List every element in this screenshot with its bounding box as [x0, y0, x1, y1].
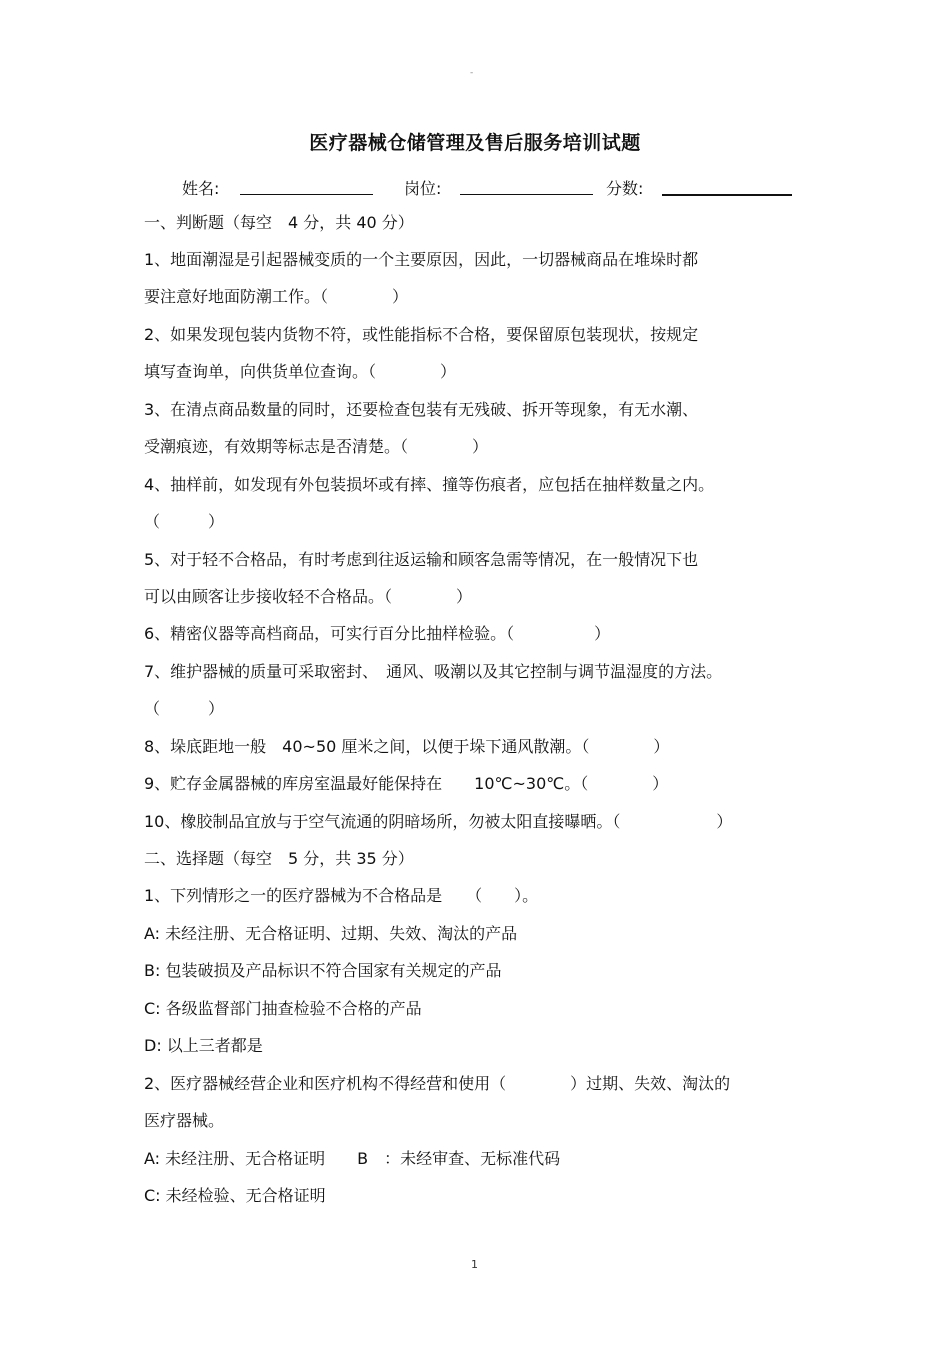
score-blank — [662, 194, 792, 196]
question-line: 6、精密仪器等高档商品，可实行百分比抽样检验。（ ） — [144, 624, 611, 643]
question-line: 医疗器械。 — [144, 1111, 225, 1130]
option-line: A: 未经注册、无合格证明、过期、失效、淘汰的产品 — [144, 924, 518, 943]
question-line: 7、维护器械的质量可采取密封、 通风、吸潮以及其它控制与调节温湿度的方法。 — [144, 662, 723, 681]
name-blank — [240, 194, 373, 195]
position-blank — [460, 194, 593, 195]
question-line: 8、垛底距地一般 40~50 厘米之间，以便于垛下通风散潮。（ ） — [144, 737, 670, 756]
document-title: 医疗器械仓储管理及售后服务培训试题 — [309, 132, 641, 154]
question-line: 1、地面潮湿是引起器械变质的一个主要原因，因此，一切器械商品在堆垛时都 — [144, 250, 699, 269]
option-line: A: 未经注册、无合格证明 B ：未经审查、无标准代码 — [144, 1149, 561, 1168]
question-line: 10、橡胶制品宜放与于空气流通的阴暗场所，勿被太阳直接曝晒。（ ） — [144, 812, 733, 831]
question-line: 2、医疗器械经营企业和医疗机构不得经营和使用（ ）过期、失效、淘汰的 — [144, 1074, 731, 1093]
question-line: 5、对于轻不合格品，有时考虑到往返运输和顾客急需等情况，在一般情况下也 — [144, 550, 699, 569]
question-line: 9、贮存金属器械的库房室温最好能保持在 10℃~30℃。（ ） — [144, 774, 669, 793]
section2-heading: 二、选择题（每空 5 分，共 35 分） — [144, 849, 414, 868]
option-line: D: 以上三者都是 — [144, 1036, 263, 1055]
question-line: 4、抽样前，如发现有外包装损坏或有摔、撞等伤痕者，应包括在抽样数量之内。 — [144, 475, 715, 494]
question-line: 要注意好地面防潮工作。（ ） — [144, 287, 409, 306]
question-line: （ ） — [144, 512, 225, 531]
info-row — [0, 172, 950, 198]
score-label: 分数: — [606, 179, 644, 198]
top-mark: - — [470, 68, 474, 78]
position-label: 岗位: — [404, 179, 442, 198]
name-label: 姓名: — [182, 179, 220, 198]
option-line: B: 包装破损及产品标识不符合国家有关规定的产品 — [144, 961, 502, 980]
question-line: 3、在清点商品数量的同时，还要检查包装有无残破、拆开等现象，有无水潮、 — [144, 400, 699, 419]
question-line: （ ） — [144, 699, 225, 718]
question-line: 2、如果发现包装内货物不符，或性能指标不合格，要保留原包装现状，按规定 — [144, 325, 699, 344]
section1-heading: 一、判断题（每空 4 分，共 40 分） — [144, 213, 414, 232]
question-line: 1、下列情形之一的医疗器械为不合格品是 （ ）。 — [144, 886, 539, 905]
page-number: 1 — [471, 1258, 478, 1271]
question-line: 受潮痕迹，有效期等标志是否清楚。（ ） — [144, 437, 489, 456]
question-line: 可以由顾客让步接收轻不合格品。（ ） — [144, 587, 473, 606]
option-line: C: 未经检验、无合格证明 — [144, 1186, 326, 1205]
option-line: C: 各级监督部门抽查检验不合格的产品 — [144, 999, 422, 1018]
question-line: 填写查询单，向供货单位查询。（ ） — [144, 362, 457, 381]
